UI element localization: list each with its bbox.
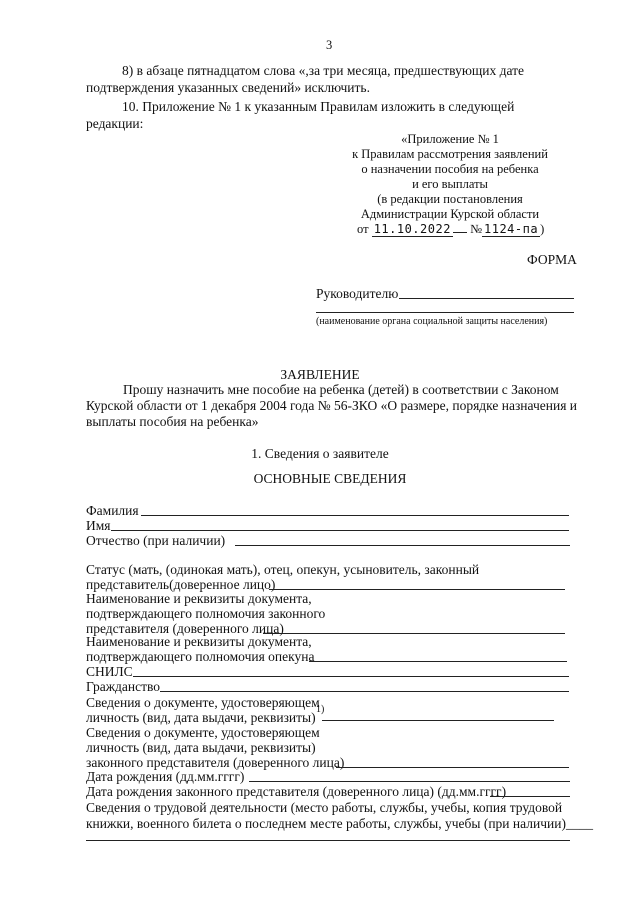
statement-line3: выплаты пособия на ребенка» [86,414,259,429]
field-birth-date-label: Дата рождения (дд.мм.гггг) [86,769,245,784]
field-surname-label: Фамилия [86,503,139,518]
field-snils-label: СНИЛС [86,664,133,679]
field-work-line1: Сведения о трудовой деятельности (место работы, службы, учебы, копия трудовой [86,800,563,815]
appendix-line3: о назначении пособия на ребенка [361,162,539,176]
field-rep-doc-line1: Наименование и реквизиты документа, [86,591,312,606]
addressee-caption: (наименование органа социальной защиты населения) [316,316,548,327]
page-number: 3 [326,38,333,52]
field-rep-id-line3: законного представителя (доверенного лица) [86,755,345,770]
field-patronymic-label: Отчество (при наличии) [86,533,226,548]
field-birth-date-line[interactable] [249,781,570,782]
appendix-date-row [357,222,544,237]
field-guardian-doc-line2: подтверждающего полномочия опекуна [86,649,315,664]
date-prefix: от [357,222,369,236]
paragraph-10-line1: 10. Приложение № 1 к указанным Правилам изложить в следующей [122,99,515,114]
field-rep-doc-line3: представителя (доверенного лица) [86,621,284,636]
statement-line1: Прошу назначить мне пособие на ребенка (детей) в соответствии с Законом [123,382,559,397]
field-guardian-doc-line[interactable] [309,661,567,662]
appendix-line6: Администрации Курской области [360,207,540,221]
field-snils-line[interactable] [133,676,569,677]
field-work-line2-text: книжки, военного билета о последнем месте работы, службы, учебы (при наличии) [86,816,566,831]
paragraph-8-line1: 8) в абзаце пятнадцатом слова «,за три месяца, предшествующих дате [122,63,525,78]
form-label: ФОРМА [527,252,577,267]
close-paren: ) [540,222,545,236]
appendix-line5: (в редакции постановления [377,192,523,206]
field-name-label: Имя [86,518,111,533]
field-status-line2: представитель(доверенное лицо) [86,577,276,592]
field-rep-birth-date-line[interactable] [490,796,570,797]
resolution-number: 1124-па [484,222,539,236]
field-rep-id-line[interactable] [336,767,569,768]
field-id-doc-footnote: 1) [316,704,325,715]
field-id-doc-line2: личность (вид, дата выдачи, реквизиты) [86,710,316,725]
field-citizenship-label: Гражданство [86,679,161,694]
addressee-line-2 [316,312,574,313]
appendix-line4: и его выплаты [412,177,488,191]
field-rep-id-line1: Сведения о документе, удостоверяющем [86,725,320,740]
appendix-title: «Приложение № 1 [401,132,499,146]
statement-line2: Курской области от 1 декабря 2004 года № 56-ЗКО «О размере, порядке назначения и [86,398,578,413]
addressee-line [399,298,574,299]
paragraph-8-line2: подтверждения указанных сведений» исключить. [86,80,370,95]
statement-title: ЗАЯВЛЕНИЕ [280,367,360,382]
appendix-line2: к Правилам рассмотрения заявлений [352,147,548,161]
field-work-line2-tail: ____ [565,816,593,831]
field-rep-id-line2: личность (вид, дата выдачи, реквизиты) [86,740,316,755]
field-name-line[interactable] [111,530,569,531]
section-title: 1. Сведения о заявителе [251,446,389,461]
field-patronymic-line[interactable] [235,545,570,546]
field-rep-doc-line2: подтверждающего полномочия законного [86,606,326,621]
section-subtitle: ОСНОВНЫЕ СВЕДЕНИЯ [253,471,407,486]
field-surname-line[interactable] [141,515,569,516]
paragraph-10-line2: редакции: [86,116,144,131]
number-prefix: № [470,222,482,236]
field-guardian-doc-line1: Наименование и реквизиты документа, [86,634,312,649]
field-work-line2 [86,815,593,832]
field-status-line1: Статус (мать, (одинокая мать), отец, опекун, усыновитель, законный [86,562,480,577]
addressee-label: Руководителю [316,286,399,301]
resolution-date: 11.10.2022 [373,222,451,236]
field-rep-birth-date-label: Дата рождения законного представителя (доверенного лица) (дд.мм.гггг) [86,784,507,799]
field-work-line[interactable] [86,840,570,841]
field-id-doc-line[interactable] [322,720,554,721]
field-id-doc-line1: Сведения о документе, удостоверяющем [86,695,320,710]
field-citizenship-line[interactable] [160,691,569,692]
field-status-line[interactable] [269,589,565,590]
